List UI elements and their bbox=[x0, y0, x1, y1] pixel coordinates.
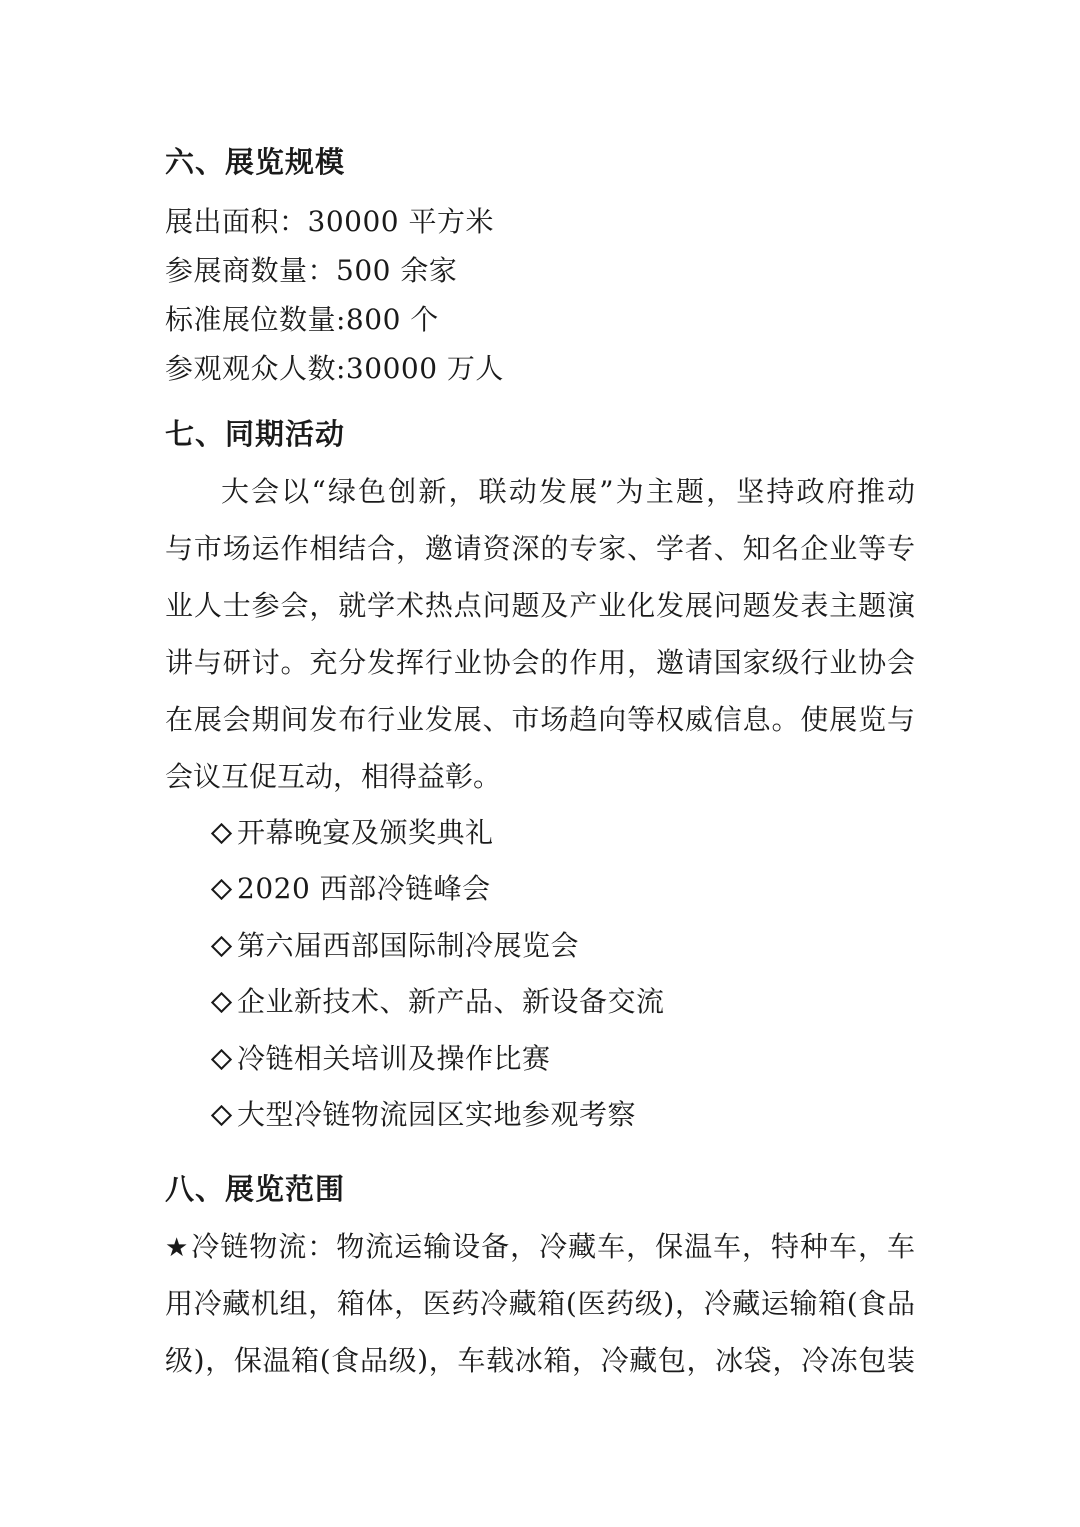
list-item-label: 企业新技术、新产品、新设备交流 bbox=[237, 985, 665, 1018]
paragraph-line bbox=[165, 1225, 915, 1265]
list-item bbox=[209, 867, 491, 907]
visitor-count-line: 参观观众人数:30000 万人 bbox=[165, 352, 504, 385]
list-item bbox=[209, 980, 665, 1020]
list-item bbox=[209, 1037, 551, 1077]
list-item-label: 第六届西部国际制冷展览会 bbox=[237, 929, 580, 962]
paragraph-text: 冷链物流：物流运输设备，冷藏车，保温车，特种车，车 bbox=[190, 1230, 915, 1263]
list-item-label: 大型冷链物流园区实地参观考察 bbox=[237, 1098, 637, 1131]
paragraph-line: 业人士参会，就学术热点问题及产业化发展问题发表主题演 bbox=[165, 589, 915, 622]
section-heading-scope: 八、展览范围 bbox=[165, 1172, 346, 1206]
booth-count-line: 标准展位数量:800 个 bbox=[165, 303, 439, 336]
list-item-label: 冷链相关培训及操作比赛 bbox=[237, 1042, 551, 1075]
list-item-label: 开幕晚宴及颁奖典礼 bbox=[237, 816, 494, 849]
paragraph-line: 讲与研讨。充分发挥行业协会的作用，邀请国家级行业协会 bbox=[165, 646, 915, 679]
paragraph-line: 在展会期间发布行业发展、市场趋向等权威信息。使展览与 bbox=[165, 703, 915, 736]
diamond-outline-icon bbox=[211, 878, 232, 899]
exhibitor-count-line: 参展商数量：500 余家 bbox=[165, 254, 458, 287]
paragraph-line: 大会以“绿色创新，联动发展”为主题，坚持政府推动 bbox=[221, 475, 915, 508]
list-item-label: 2020 西部冷链峰会 bbox=[237, 872, 491, 905]
list-item bbox=[209, 811, 494, 851]
diamond-outline-icon bbox=[211, 1104, 232, 1125]
exhibition-area-line: 展出面积：30000 平方米 bbox=[165, 205, 494, 238]
list-item bbox=[209, 924, 579, 964]
diamond-outline-icon bbox=[211, 935, 232, 956]
diamond-outline-icon bbox=[211, 991, 232, 1012]
black-star-icon: ★ bbox=[165, 1233, 189, 1263]
paragraph-line: 与市场运作相结合，邀请资深的专家、学者、知名企业等专 bbox=[165, 532, 915, 565]
diamond-outline-icon bbox=[211, 822, 232, 843]
diamond-outline-icon bbox=[211, 1048, 232, 1069]
paragraph-line: 级)，保温箱(食品级)，车载冰箱，冷藏包，冰袋，冷冻包装 bbox=[165, 1344, 915, 1377]
paragraph-line: 会议互促互动，相得益彰。 bbox=[165, 760, 502, 793]
list-item bbox=[209, 1093, 636, 1133]
paragraph-line: 用冷藏机组，箱体，医药冷藏箱(医药级)，冷藏运输箱(食品 bbox=[165, 1287, 915, 1320]
section-heading-activities: 七、同期活动 bbox=[165, 417, 346, 451]
section-heading-scale: 六、展览规模 bbox=[165, 145, 346, 179]
